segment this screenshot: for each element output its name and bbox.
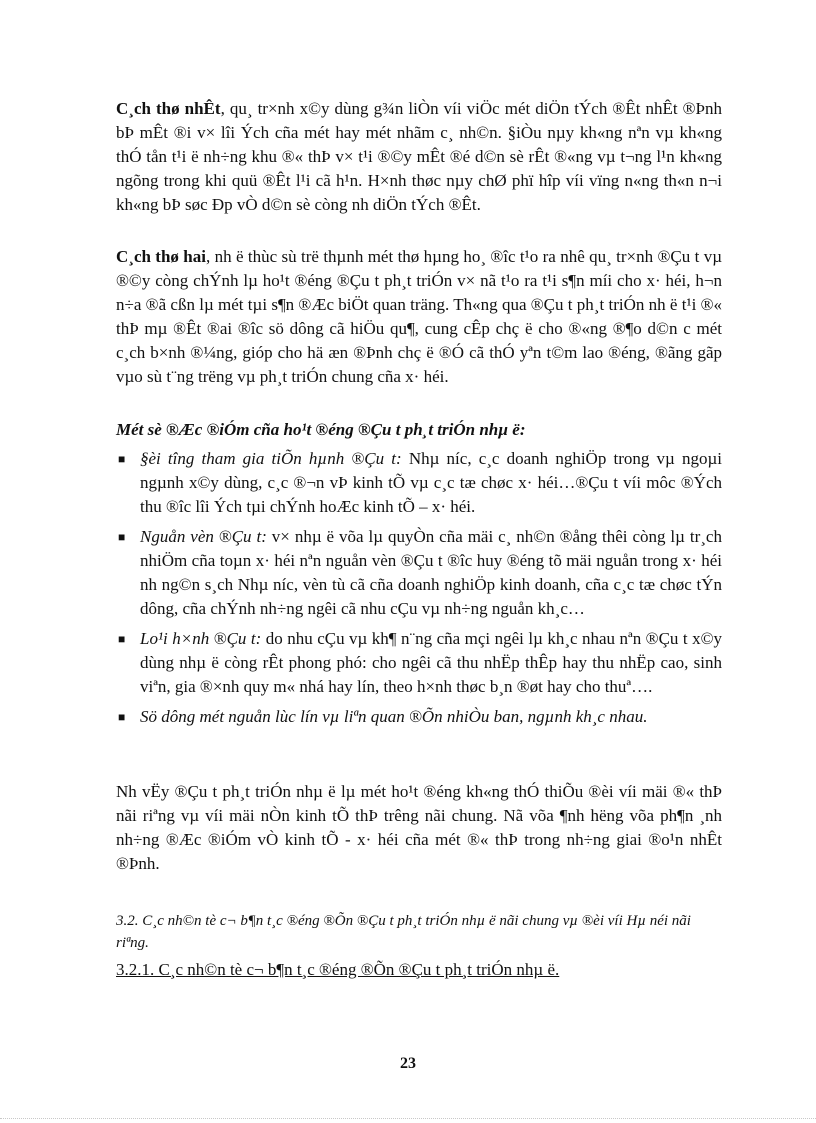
paragraph-text: , qu¸ tr×nh x©y dùng g¾n liÒn víi viÖc mét diÖn tÝch ®Êt nhÊt ®Þnh bÞ mÊt ®i v× lîi Ých cña mét hay mét nhãm c¸ nh©n. §iÒu nµy kh«ng nªn vµ kh«ng thÓ tån t¹i ë nh÷ng khu ®« thÞ v× t¹i ®©y mÊt ®é d©n sè rÊt ®«ng vµ t¬ng l¹n kh«ng ngõng trong khi quü ®Êt l¹i cã h¹n. H×nh thøc nµy chØ phï hîp víi vïng n«ng th«n n¬i kh«ng bÞ søc Ðp vÒ d©n sè còng nh diÖn tÝch ®Êt. <box>116 99 722 214</box>
list-item-label: Lo¹i h×nh ®Çu t: <box>140 629 262 648</box>
section-3-2-1-title: 3.2.1. C¸c nh©n tè c¬ b¶n t¸c ®éng ®Õn ®Çu t ph¸t triÓn nhµ ë. <box>116 960 560 979</box>
list-item-label: Nguån vèn ®Çu t: <box>140 527 267 546</box>
paragraph-text: , nh ë thùc sù trë thµnh mét thø hµng ho¸ ®îc t¹o ra nhê qu¸ tr×nh ®Çu t vµ ®©y còng chÝnh lµ ho¹t ®éng ®Çu t ph¸t triÓn v× nã t¹o ra t¹i s¶n míi cho x· héi, h¬n n÷a ®ã cßn lµ mét tµi s¶n ®Æc biÖt quan träng. Th«ng qua ®Çu t ph¸t triÓn nh ë t¹i ®« thÞ mµ ®Êt ®ai ®îc sö dông cã hiÖu qu¶, cung cÊp chç ë cho ®«ng ®¶o d©n c mét c¸ch b×nh ®¼ng, gióp cho hä æn ®Þnh chç ë ®Ó cã thÓ yªn t©m lao ®éng, ®ãng gãp vµo sù t¨ng trëng vµ ph¸t triÓn chung cña x· héi. <box>116 247 722 386</box>
paragraph-first-method <box>116 97 722 217</box>
list-item <box>116 627 722 699</box>
paragraph-second-method <box>116 245 722 389</box>
list-item <box>116 447 722 519</box>
list-item-text: Nhµ níc, c¸c doanh nghiÖp trong vµ ngoµi ngµnh x©y dùng, c¸c ®¬n vÞ kinh tÕ vµ c¸c tæ chøc x· héi…®Çu t víi môc ®Ých thu ®îc lîi Ých tµi chÝnh hoÆc kinh tÕ – x· héi. <box>140 449 722 516</box>
square-bullet-icon: ■ <box>118 710 126 724</box>
page-bottom-divider <box>0 1118 816 1119</box>
list-item-label: Sö dông mét nguån lùc lín vµ liªn quan ®Õn nhiÒu ban, ngµnh kh¸c nhau. <box>140 707 648 726</box>
section-heading: Mét sè ®Æc ®iÓm cña ho¹t ®éng ®Çu t ph¸t triÓn nhµ ë: <box>116 420 526 439</box>
section-3-2-title: 3.2. C¸c nh©n tè c¬ b¶n t¸c ®éng ®Õn ®Çu t ph¸t triÓn nhµ ë nãi chung vµ ®èi víi Hµ néi nãi riªng. <box>116 913 691 951</box>
characteristics-list <box>116 447 722 735</box>
square-bullet-icon: ■ <box>118 632 126 646</box>
list-item-label: §èi tîng tham gia tiÕn hµnh ®Çu t: <box>140 449 402 468</box>
list-item <box>116 525 722 621</box>
square-bullet-icon: ■ <box>118 452 126 466</box>
list-item <box>116 705 722 729</box>
list-item-text: do nhu cÇu vµ kh¶ n¨ng cña mçi ngêi lµ kh¸c nhau nªn ®Çu t x©y dùng nhµ ë còng rÊt phong phó: cho ngêi cã thu nhËp thÊp hay thu nhËp cao, sinh viªn, gia ®×nh quy m« nhá hay lín, theo h×nh thøc b¸n ®øt hay cho thuª…. <box>140 629 723 696</box>
square-bullet-icon: ■ <box>118 530 126 544</box>
paragraph-lead: C¸ch thø nhÊt <box>116 99 221 118</box>
list-item-text: v× nhµ ë võa lµ quyÒn cña mäi c¸ nh©n ®ång thêi còng lµ tr¸ch nhiÖm cña toµn x· héi nªn nguån vèn ®Çu t ®îc huy ®éng tõ mäi nguån trong x· héi nh ng©n s¸ch Nhµ níc, vèn tù cã cña doanh nghiÖp kinh doanh, cña c¸c tæ chøc tÝn dông, cña chÝnh nh÷ng ngêi cã nhu cÇu vµ nh÷ng nguån kh¸c… <box>140 527 722 618</box>
page-number: 23 <box>400 1055 416 1072</box>
paragraph-lead: C¸ch thø hai <box>116 247 206 266</box>
paragraph-conclusion: Nh vËy ®Çu t ph¸t triÓn nhµ ë lµ mét ho¹t ®éng kh«ng thÓ thiÕu ®èi víi mäi ®« thÞ nãi riªng vµ víi mäi nÒn kinh tÕ thÞ trêng nãi chung. Nã võa ¶nh hëng võa ph¶n ¸nh nh÷ng ®Æc ®iÓm vÒ kinh tÕ - x· héi cña mét ®« thÞ trong nh÷ng giai ®o¹n nhÊt ®Þnh. <box>116 782 722 873</box>
